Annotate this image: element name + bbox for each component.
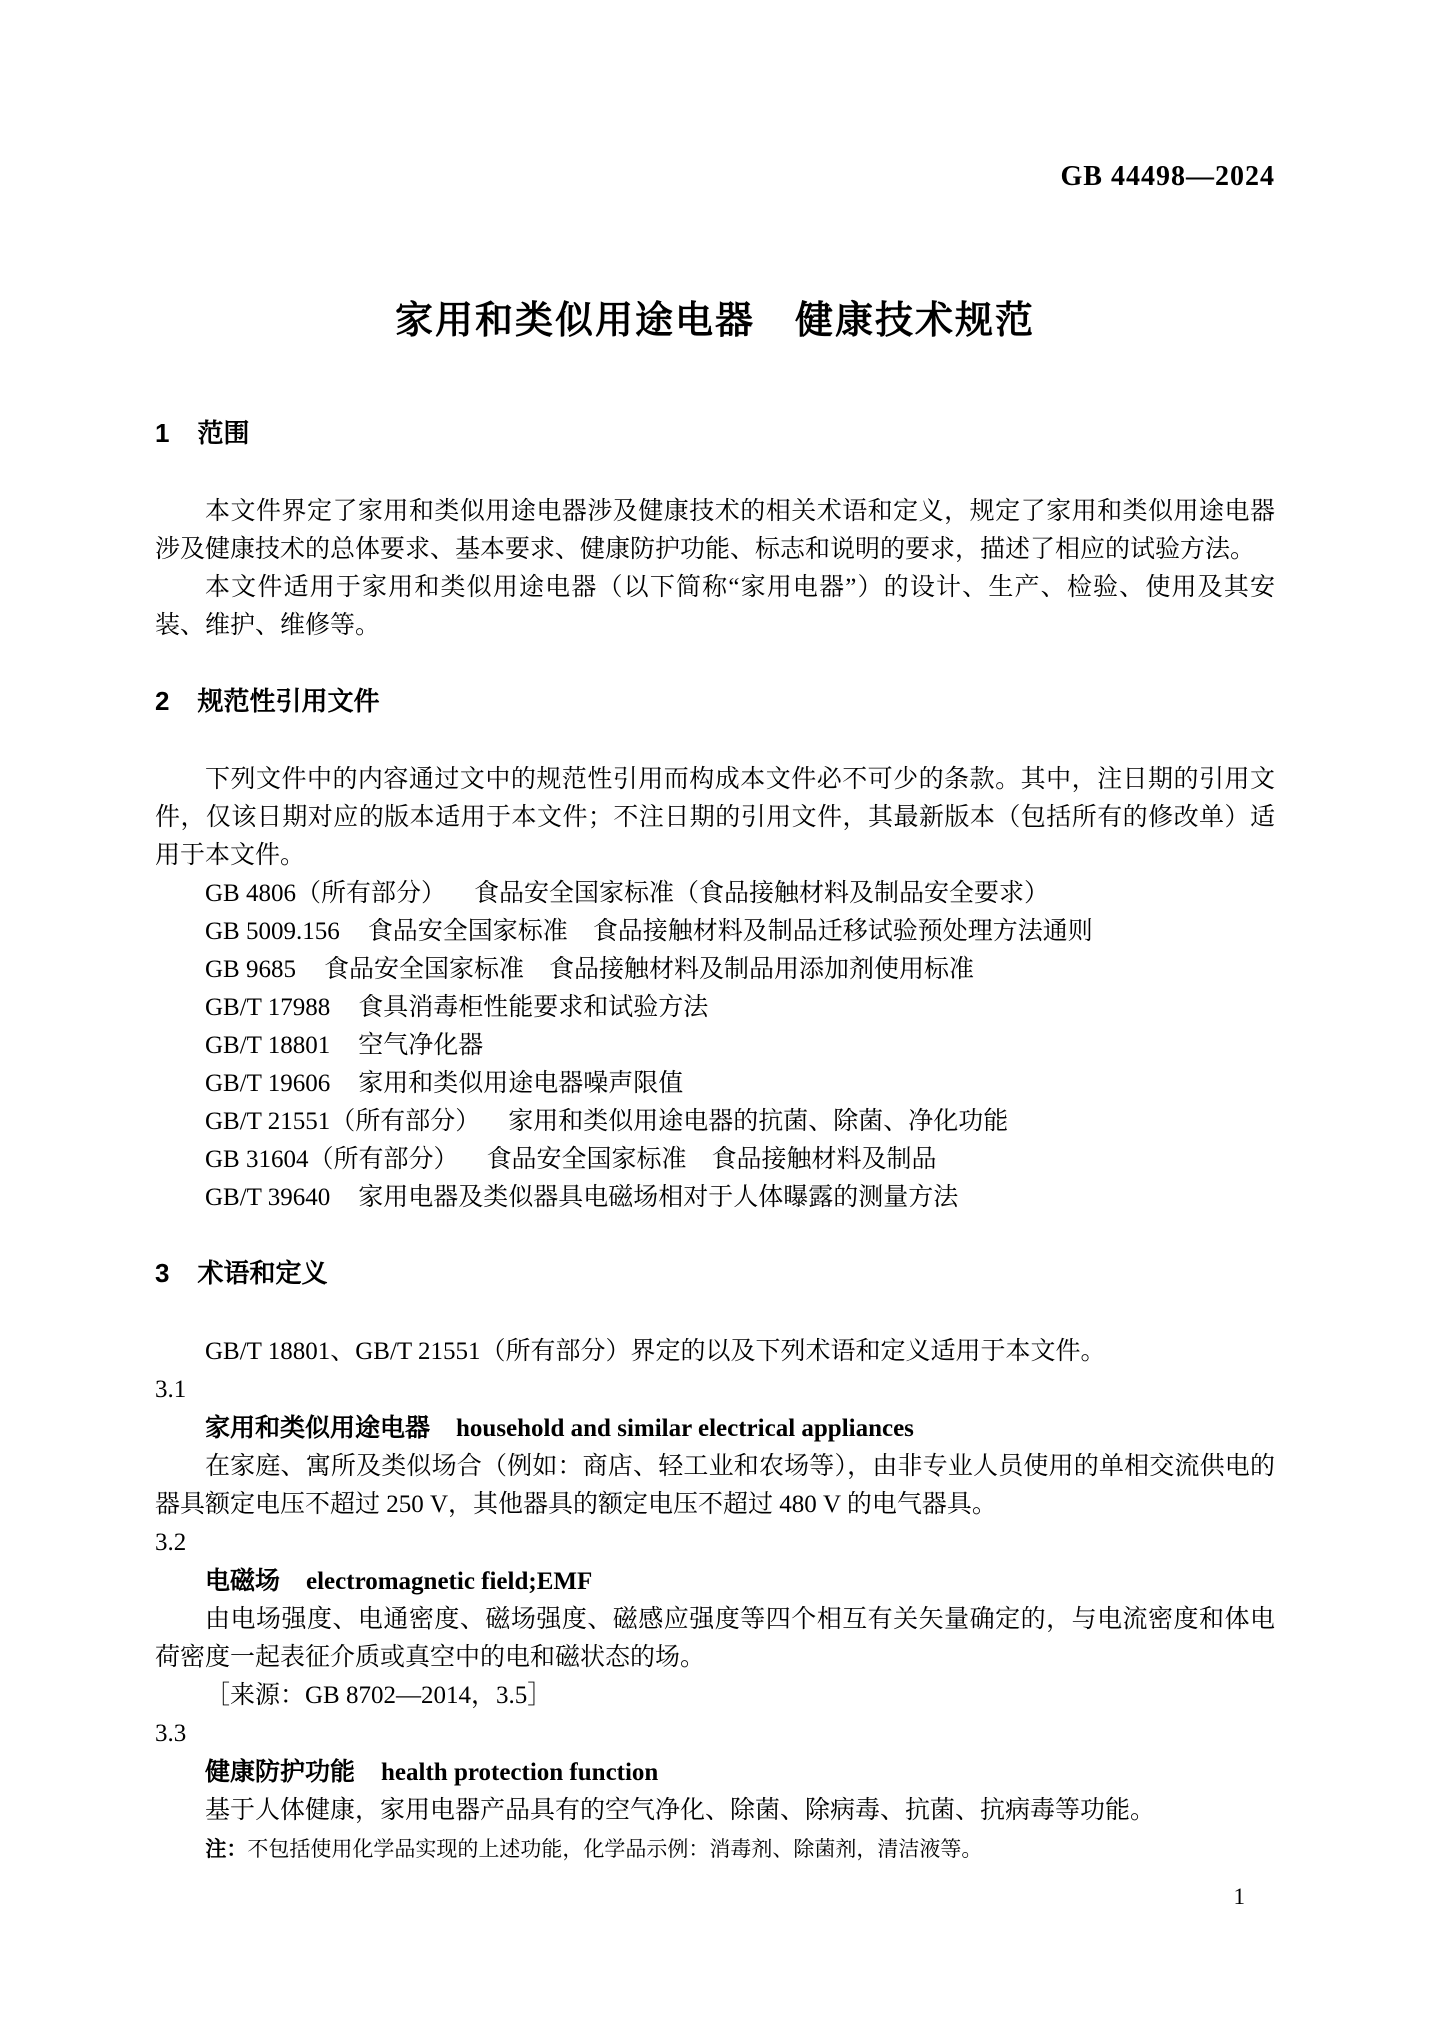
section-scope — [155, 416, 1275, 645]
term-entry-3-1 — [155, 1371, 1275, 1524]
reference-code: GB 31604（所有部分） — [205, 1146, 459, 1173]
reference-title: 食具消毒柜性能要求和试验方法 — [358, 994, 709, 1021]
term-name-zh: 电磁场 — [205, 1567, 281, 1595]
reference-item — [155, 1027, 1275, 1065]
section-references-title: 规范性引用文件 — [197, 686, 380, 716]
reference-code: GB/T 39640 — [205, 1184, 331, 1211]
reference-title: 食品安全国家标准 食品接触材料及制品用添加剂使用标准 — [323, 956, 974, 983]
term-id: 3.1 — [155, 1376, 187, 1403]
page-number: 1 — [1233, 1884, 1245, 1909]
reference-code: GB 9685 — [205, 956, 296, 983]
section-scope-title: 范围 — [197, 418, 250, 448]
reference-code: GB/T 19606 — [205, 1070, 331, 1097]
term-definition: 由电场强度、电通密度、磁场强度、磁感应强度等四个相互有关矢量确定的，与电流密度和体电荷密度一起表征介质或真空中的电和磁状态的场。 — [155, 1606, 1275, 1671]
term-name-line — [155, 1562, 1275, 1601]
reference-item — [155, 1141, 1275, 1179]
reference-code: GB 5009.156 — [205, 918, 340, 945]
term-source: ［来源：GB 8702—2014，3.5］ — [205, 1682, 553, 1709]
scope-paragraph-2: 本文件适用于家用和类似用途电器（以下简称“家用电器”）的设计、生产、检验、使用及其安装、维护、维修等。 — [155, 574, 1275, 639]
section-references-number: 2 — [155, 686, 170, 716]
term-name-en: household and similar electrical appliances — [456, 1415, 914, 1442]
reference-code: GB/T 21551（所有部分） — [205, 1108, 481, 1135]
reference-title: 食品安全国家标准 食品接触材料及制品迁移试验预处理方法通则 — [367, 918, 1093, 945]
term-note — [155, 1830, 1275, 1869]
reference-item — [155, 1103, 1275, 1141]
reference-code: GB 4806（所有部分） — [205, 880, 446, 907]
term-note-text: 不包括使用化学品实现的上述功能，化学品示例：消毒剂、除菌剂，清洁液等。 — [247, 1837, 983, 1861]
term-note-label: 注： — [205, 1838, 248, 1861]
term-definition: 基于人体健康，家用电器产品具有的空气净化、除菌、除病毒、抗菌、抗病毒等功能。 — [205, 1797, 1156, 1824]
section-terms-definitions — [155, 1256, 1275, 1869]
standard-code: GB 44498—2024 — [1060, 161, 1275, 192]
term-name-en: health protection function — [381, 1759, 659, 1786]
term-id: 3.3 — [155, 1720, 187, 1747]
reference-item — [155, 989, 1275, 1027]
reference-code: GB/T 17988 — [205, 994, 331, 1021]
term-name-zh: 家用和类似用途电器 — [205, 1414, 431, 1442]
reference-title: 食品安全国家标准（食品接触材料及制品安全要求） — [473, 880, 1049, 907]
reference-item — [155, 951, 1275, 989]
reference-title: 家用和类似用途电器噪声限值 — [358, 1070, 684, 1097]
document-title: 家用和类似用途电器 健康技术规范 — [394, 300, 1035, 342]
term-name-en: electromagnetic field;EMF — [306, 1568, 593, 1595]
terms-intro: GB/T 18801、GB/T 21551（所有部分）界定的以及下列术语和定义适用于本文件。 — [205, 1338, 1106, 1365]
term-definition: 在家庭、寓所及类似场合（例如：商店、轻工业和农场等），由非专业人员使用的单相交流供电的器具额定电压不超过 250 V，其他器具的额定电压不超过 480 V 的电气器具。 — [155, 1453, 1275, 1518]
reference-item — [155, 1065, 1275, 1103]
term-name-line — [155, 1409, 1275, 1448]
reference-code: GB/T 18801 — [205, 1032, 331, 1059]
section-terms-number: 3 — [155, 1258, 170, 1288]
scope-paragraph-1: 本文件界定了家用和类似用途电器涉及健康技术的相关术语和定义，规定了家用和类似用途电器涉及健康技术的总体要求、基本要求、健康防护功能、标志和说明的要求，描述了相应的试验方法。 — [155, 498, 1275, 563]
reference-title: 食品安全国家标准 食品接触材料及制品 — [486, 1146, 937, 1173]
term-id: 3.2 — [155, 1529, 187, 1556]
section-normative-references — [155, 684, 1275, 1217]
term-entry-3-3 — [155, 1715, 1275, 1869]
section-terms-heading — [155, 1256, 1275, 1290]
section-terms-title: 术语和定义 — [197, 1258, 328, 1288]
section-references-heading — [155, 684, 1275, 718]
reference-item — [155, 875, 1275, 913]
term-name-zh: 健康防护功能 — [205, 1758, 356, 1786]
reference-item — [155, 1179, 1275, 1217]
reference-title: 家用电器及类似器具电磁场相对于人体曝露的测量方法 — [358, 1184, 959, 1211]
term-name-line — [155, 1753, 1275, 1792]
references-intro: 下列文件中的内容通过文中的规范性引用而构成本文件必不可少的条款。其中，注日期的引用文件，仅该日期对应的版本适用于本文件；不注日期的引用文件，其最新版本（包括所有的修改单）适用于本文件。 — [155, 766, 1275, 869]
section-scope-number: 1 — [155, 418, 170, 448]
term-entry-3-2 — [155, 1524, 1275, 1715]
reference-title: 空气净化器 — [358, 1032, 484, 1059]
section-scope-heading — [155, 416, 1275, 450]
reference-item — [155, 913, 1275, 951]
reference-title: 家用和类似用途电器的抗菌、除菌、净化功能 — [508, 1108, 1009, 1135]
